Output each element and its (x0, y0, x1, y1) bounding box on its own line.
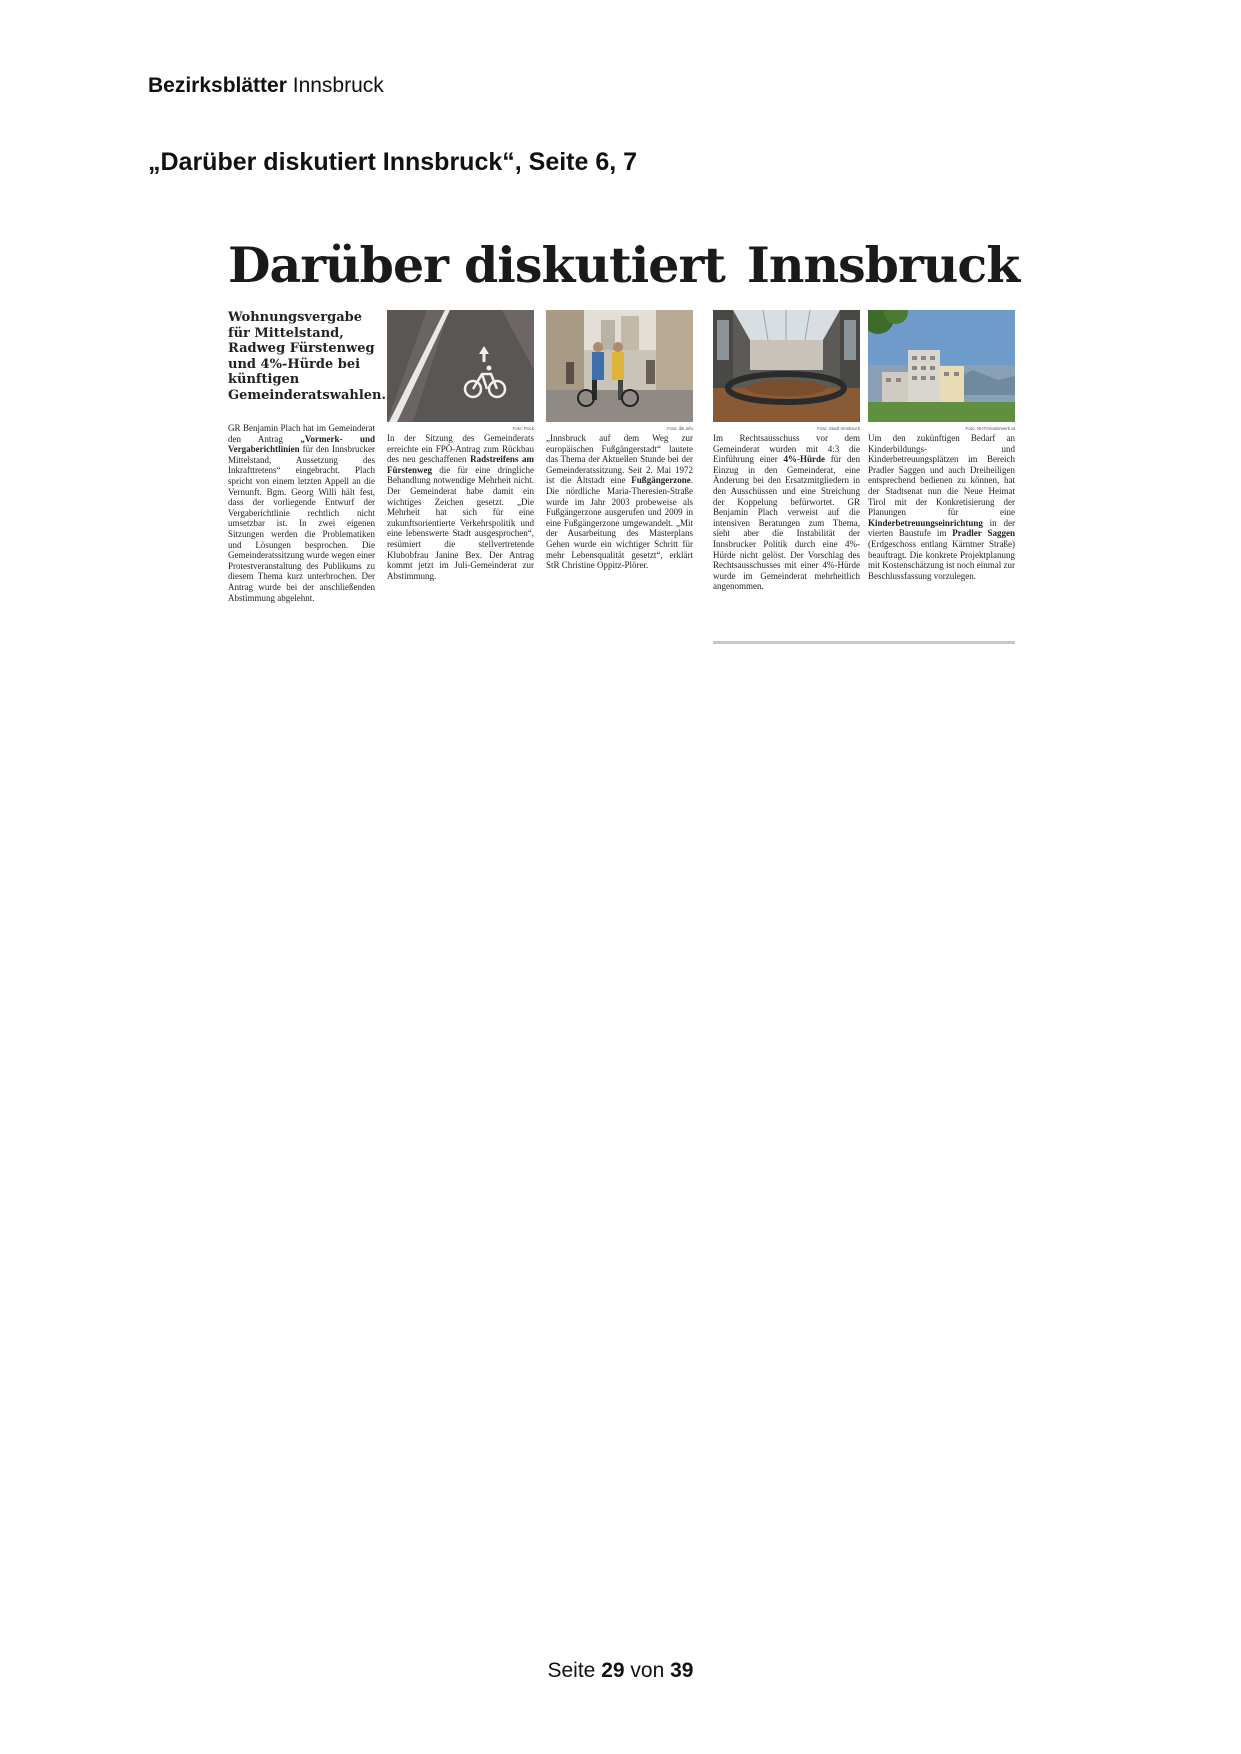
column-4-text: Im Rechtsausschuss vor dem Gemeinderat wurden mit 4:3 die Einführung einer 4%-Hürde für den Einzug in den Gemeinderat, eine Änderung bei den Ersatzmitgliedern in den Ausschüssen und eine Streichung der Koppelung befürwortet. GR Benjamin Plach verweist auf die intensiven Beratungen zum Thema, sieht aber die Instabilität der Innsbrucker Politik durch eine 4%-Hürde nicht gelöst. Der Vorschlag des Rechtsausschusses mit einer 4%-Hürde wurde im Gemeinderat mehrheitlich angenommen. (713, 433, 860, 592)
headline-part-2: Innsbruck (746, 236, 1020, 294)
clipping-headline (228, 236, 1020, 294)
publication-name-bold: Bezirksblätter (148, 74, 287, 97)
current-page: 29 (601, 1659, 625, 1682)
column-3 (546, 310, 693, 571)
photo-credit: Foto: Stadt Innsbruck (817, 426, 860, 431)
article-reference: „Darüber diskutiert Innsbruck“, Seite 6, 7 (148, 148, 638, 176)
column-1 (228, 310, 386, 603)
photo-credit: Foto: NHT/renderwerk.at (965, 426, 1015, 431)
divider (713, 641, 1015, 644)
publication-name (148, 74, 384, 98)
photo-credit: Foto: Pock (512, 426, 534, 431)
council-chamber-photo (713, 310, 860, 422)
publication-name-city: Innsbruck (292, 74, 384, 97)
column-4 (713, 310, 860, 592)
column-3-text: „Innsbruck auf dem Weg zur europäischen Fußgängerstadt“ lautete das Thema der Aktuellen Stunde bei der Gemeinderatssitzung. Seit 2. Mai 1972 ist die Altstadt eine Fußgängerzone. Die nördliche Maria-Theresien-Straße wurde im Jahr 2003 probeweise als Fußgängerzone ausgerufen und 2009 in eine Fußgängerzone umgewandelt. „Mit der Ausarbeitung des Masterplans Gehen wurde ein wichtiger Schritt für mehr Lebensqualität gesetzt“, erklärt StR Christine Oppitz-Plörer. (546, 433, 693, 571)
column-2 (387, 310, 534, 581)
photo-credit: Foto: ibk.info (667, 426, 693, 431)
pedestrian-zone-photo (546, 310, 693, 422)
headline-part-1: Darüber diskutiert (228, 236, 725, 294)
column-5 (868, 310, 1015, 581)
total-pages: 39 (670, 1659, 694, 1682)
column-2-text: In der Sitzung des Gemeinderats erreichte ein FPÖ-Antrag zum Rückbau des neu geschaffenen Radstreifens am Fürstenweg die für eine dringliche Behandlung notwendige Mehrheit nicht. Der Gemeinderat habe damit ein wichtiges Zeichen gesetzt. „Die Mehrheit hat sich für eine zukunftsorientierte Verkehrspolitik und eine lebenswerte Stadt ausgesprochen“, resümiert die stellvertretende Klubobfrau Janine Bex. Der Antrag kommt jetzt im Juli-Gemeinderat zur Abstimmung. (387, 433, 534, 581)
housing-rendering-photo (868, 310, 1015, 422)
column-5-text: Um den zukünftigen Bedarf an Kinderbildungs- und Kinderbetreuungsplätzen im Bereich Pradler Saggen und auch Dreiheiligen entsprechend bedienen zu können, hat der Stadtsenat nun die Neue Heimat Tirol mit der Konkretisierung der Planungen für eine Kinderbetreuungseinrichtung in der vierten Baustufe im Pradler Saggen (Erdgeschoss entlang Kärntner Straße) beauftragt. Die konkrete Projektplanung mit Kostenschätzung ist noch einmal zur Beschlussfassung vorzulegen. (868, 433, 1015, 581)
page-number: Seite 29 von 39 (547, 1659, 694, 1682)
lead-text: Wohnungsvergabe für Mittelstand, Radweg Fürstenweg und 4%-Hürde bei künftigen Gemeinderatswahlen. (228, 310, 386, 403)
column-1-text: GR Benjamin Plach hat im Gemeinderat den Antrag „Vormerk- und Vergaberichtlinien für den Innsbrucker Mittelstand, Aussetzung des Inkrafttretens“ eingebracht. Plach spricht von einem letzten Appell an die Vernunft. Bgm. Georg Willi hält fest, dass der vorliegende Entwurf der Vergaberichtlinie rechtlich nicht umsetzbar ist. In zwei eigenen Sitzungen werden die Problematiken und Lösungen besprochen. Die Gemeinderatssitzung wurde wegen einer Protestveranstaltung des Publikums zu diesem Thema kurz unterbrochen. Der Antrag wurde bei der anschließenden Abstimmung abgelehnt. (228, 423, 375, 603)
newspaper-clipping (228, 236, 1020, 646)
bike-lane-photo (387, 310, 534, 422)
